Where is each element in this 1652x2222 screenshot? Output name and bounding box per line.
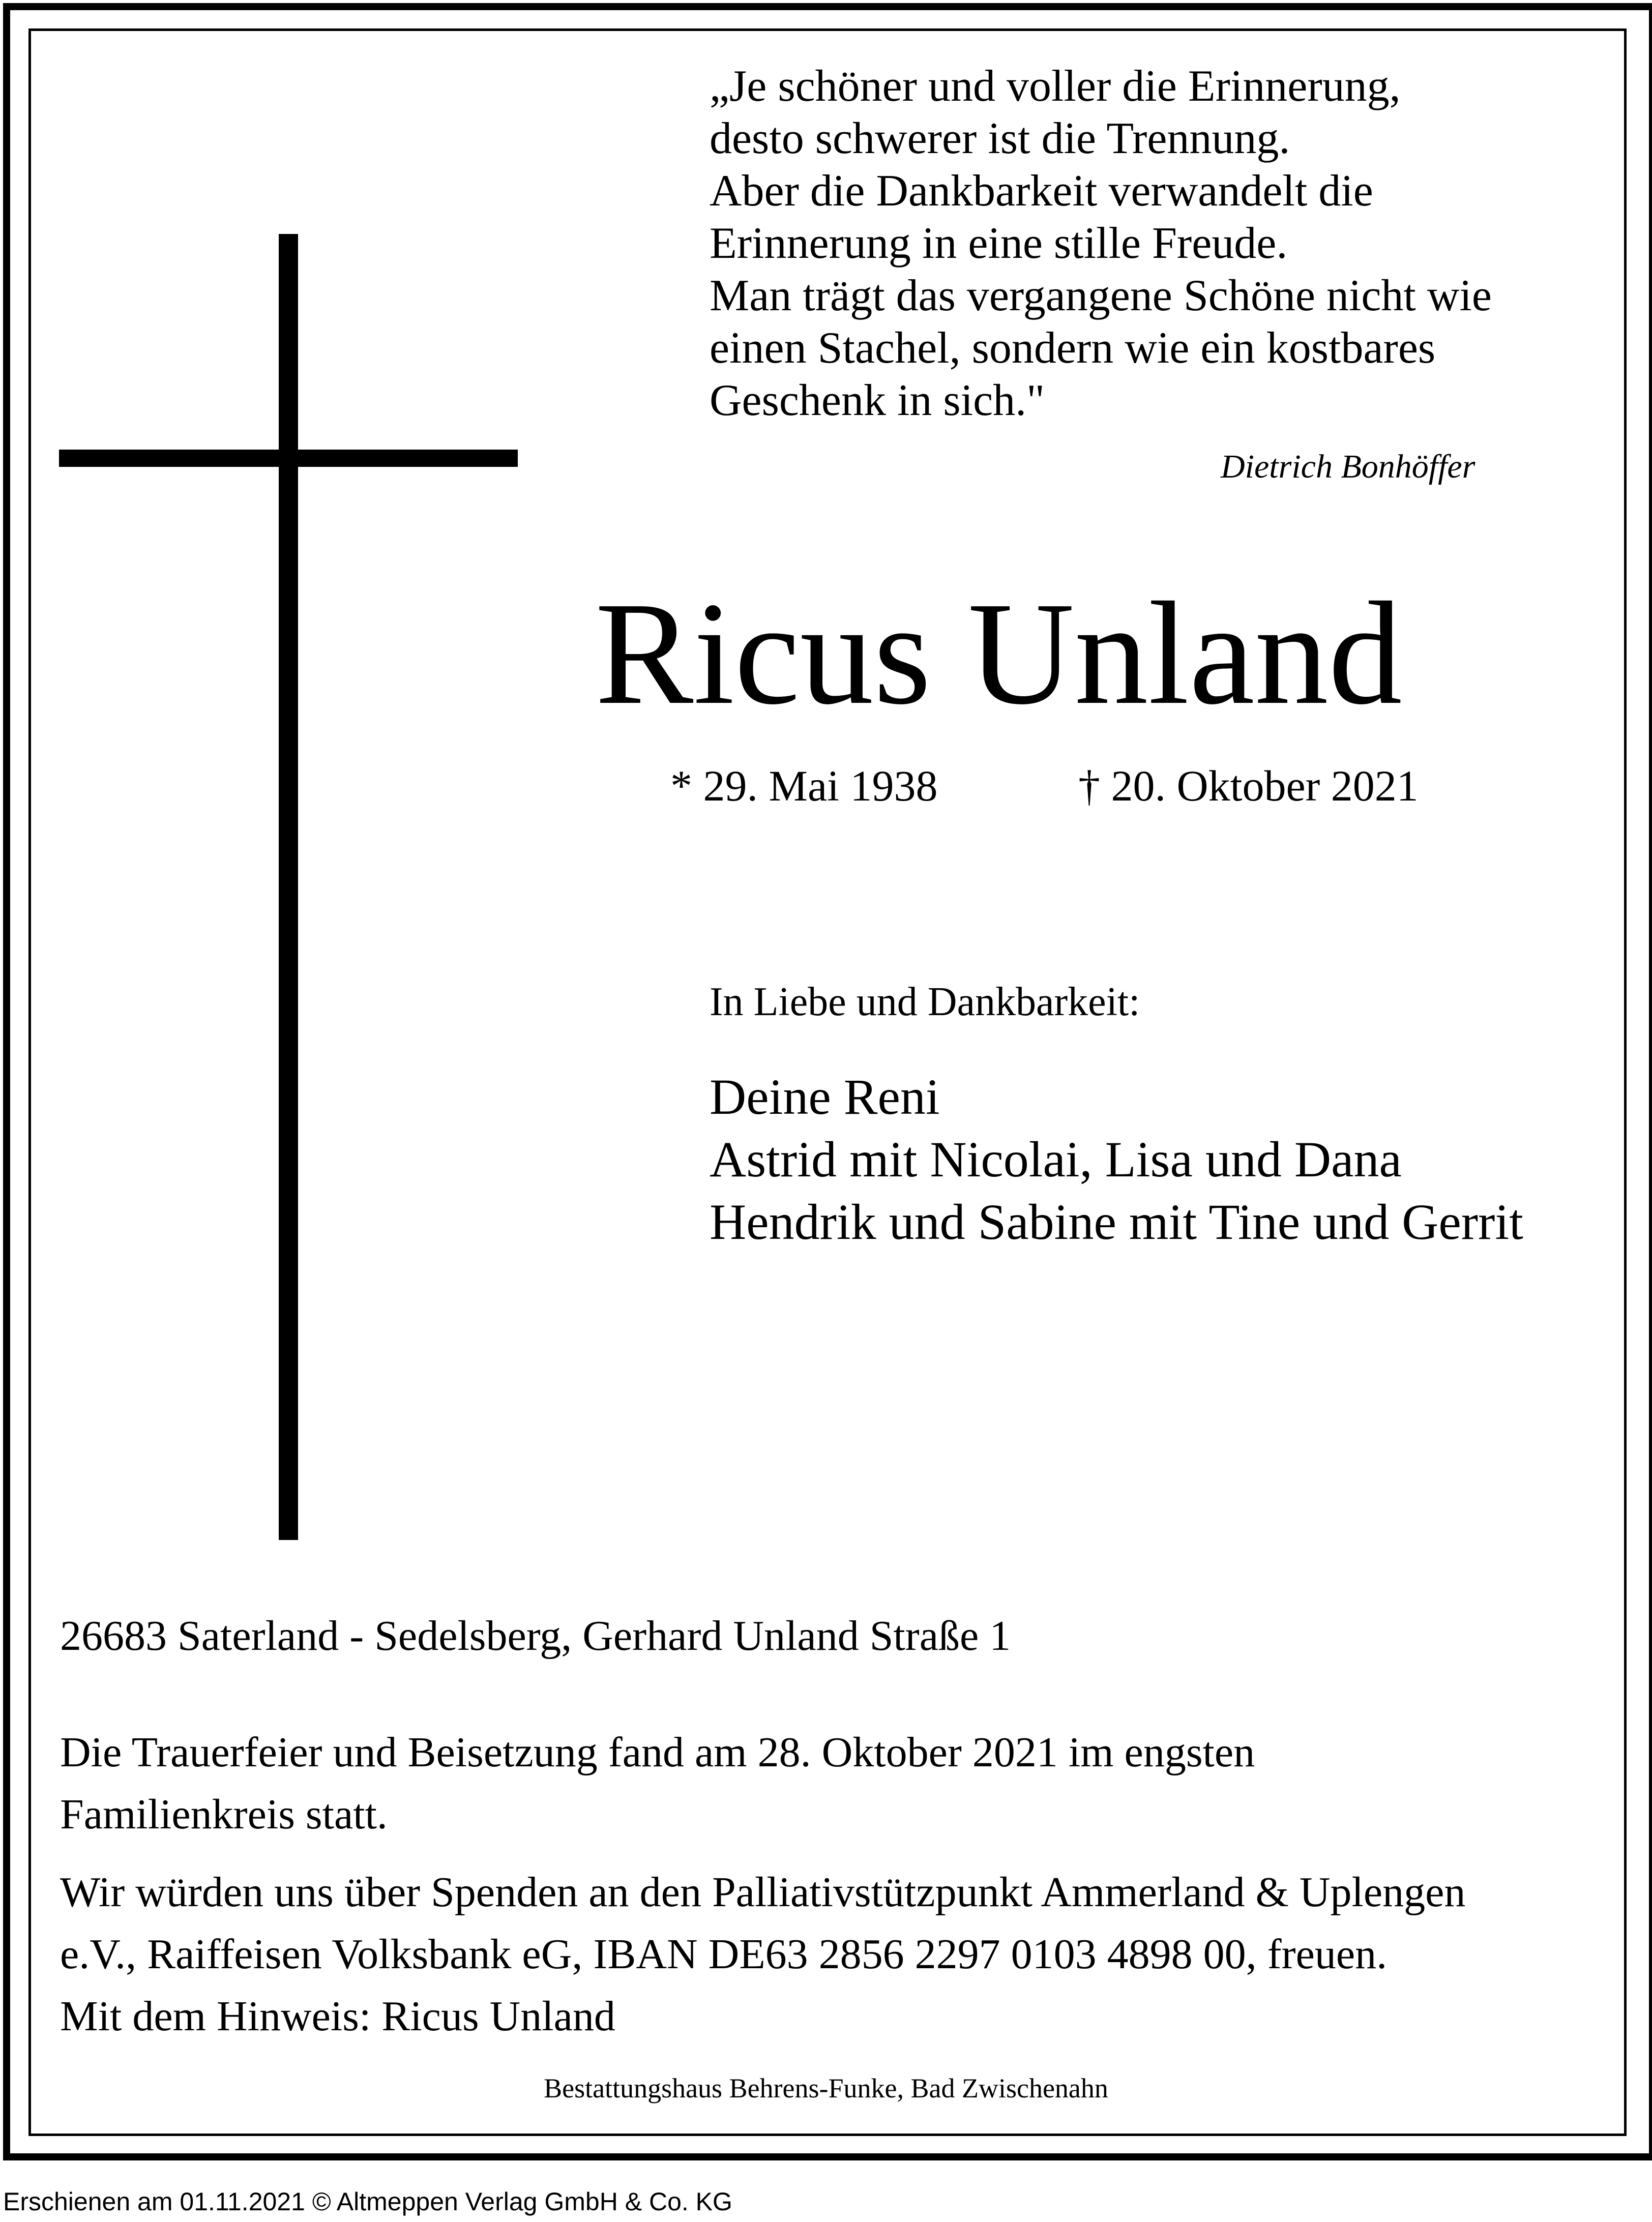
quote-author: Dietrich Bonhöffer	[1221, 448, 1476, 485]
undertaker-credit: Bestattungshaus Behrens-Funke, Bad Zwischenahn	[544, 2073, 1108, 2104]
donation-line: e.V., Raiffeisen Volksbank eG, IBAN DE63 2856 2297 0103 4898 00, freuen.	[60, 1931, 1388, 1978]
donation-line: Wir würden uns über Spenden an den Palliativstützpunkt Ammerland & Uplengen	[60, 1869, 1466, 1916]
ceremony-line: Die Trauerfeier und Beisetzung fand am 28. Oktober 2021 im engsten	[60, 1729, 1255, 1776]
quote-line: Erinnerung in eine stille Freude.	[710, 219, 1288, 268]
ceremony-notice	[60, 1722, 1255, 1846]
mourners-intro: In Liebe und Dankbarkeit:	[710, 980, 1140, 1024]
mourner-line: Deine Reni	[710, 1069, 940, 1125]
deceased-name: Ricus Unland	[595, 572, 1402, 735]
quote-line: Man trägt das vergangene Schöne nicht wie	[710, 271, 1492, 320]
cross-horizontal-beam	[59, 450, 518, 467]
quote-line: desto schwerer ist die Trennung.	[710, 114, 1290, 163]
quote-line: Aber die Dankbarkeit verwandelt die	[710, 166, 1373, 216]
mourners-list	[710, 1065, 1523, 1253]
quote-line: einen Stachel, sondern wie ein kostbares	[710, 323, 1436, 373]
birth-date: * 29. Mai 1938	[670, 761, 938, 810]
quote-line: Geschenk in sich."	[710, 376, 1045, 425]
mourner-line: Hendrik und Sabine mit Tine und Gerrit	[710, 1194, 1523, 1250]
address: 26683 Saterland - Sedelsberg, Gerhard Unland Straße 1	[60, 1612, 1011, 1660]
quote-line: „Je schöner und voller die Erinnerung,	[710, 62, 1401, 111]
ceremony-line: Familienkreis statt.	[60, 1791, 388, 1838]
death-date: † 20. Oktober 2021	[1078, 761, 1419, 810]
mourner-line: Astrid mit Nicolai, Lisa und Dana	[710, 1131, 1402, 1188]
cross-vertical-beam	[279, 234, 298, 1540]
donation-line: Mit dem Hinweis: Ricus Unland	[60, 1993, 615, 2040]
donation-notice	[60, 1861, 1465, 2048]
quote-block	[710, 60, 1584, 427]
publication-footer: Erschienen am 01.11.2021 © Altmeppen Verlag GmbH & Co. KG	[3, 2187, 732, 2216]
